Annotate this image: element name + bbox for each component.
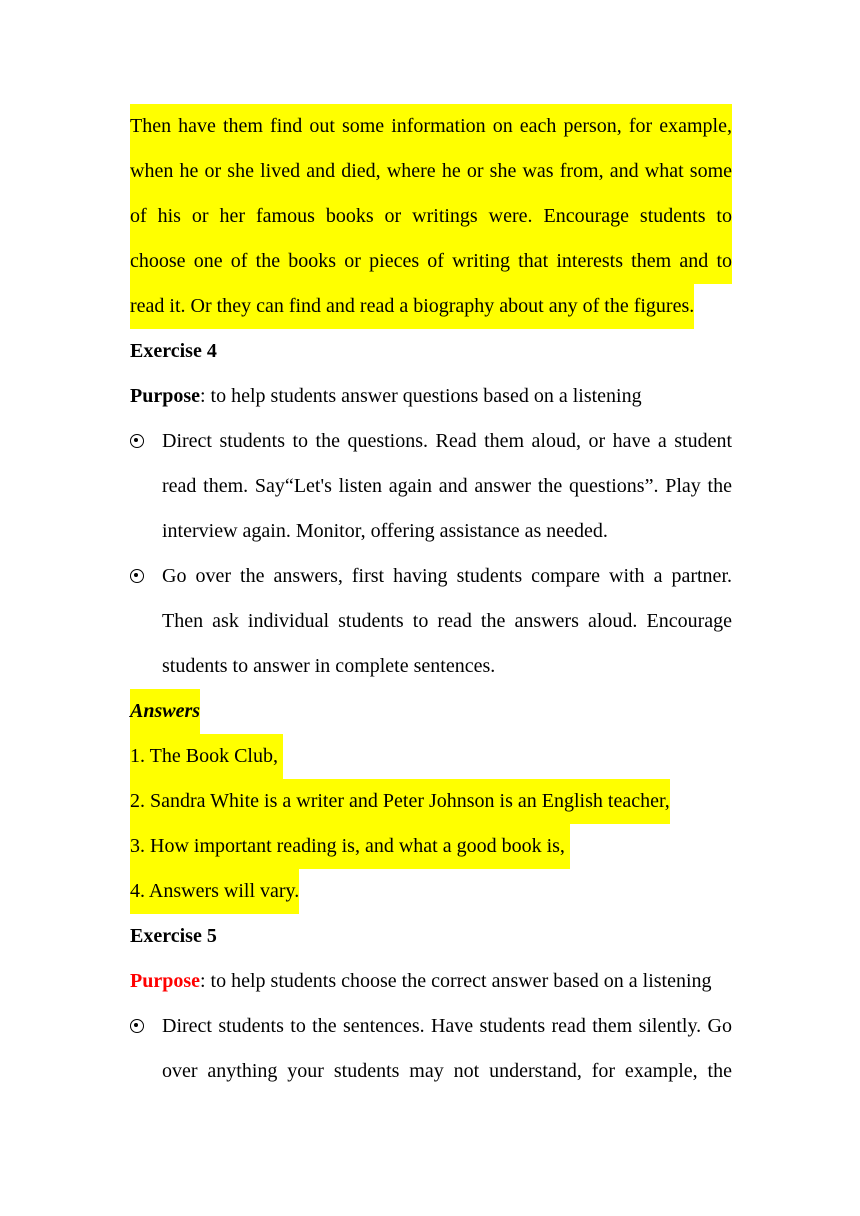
answer-item bbox=[130, 869, 732, 914]
intro-line bbox=[130, 284, 732, 329]
exercise-4-heading: Exercise 4 bbox=[130, 340, 217, 362]
circled-dot-bullet-icon bbox=[130, 1019, 144, 1033]
answer-item bbox=[130, 779, 732, 824]
bullet-line bbox=[130, 554, 732, 599]
exercise-4-bullet-2 bbox=[130, 554, 732, 689]
intro-line-text: read it. Or they can find and read a biography about any of the figures. bbox=[130, 284, 694, 329]
bullet-line: over anything your students may not understand, for example, the bbox=[162, 1060, 732, 1082]
answers-heading-line bbox=[130, 689, 732, 734]
intro-paragraph bbox=[130, 104, 732, 329]
purpose-text: : to help students answer questions based on a listening bbox=[200, 385, 642, 407]
bullet-text: Direct students to the sentences. Have students read them silently. Go bbox=[162, 1015, 732, 1037]
document-page bbox=[130, 104, 732, 1094]
exercise-4-purpose bbox=[130, 374, 732, 419]
exercise-4-bullet-1 bbox=[130, 419, 732, 554]
exercise-5-heading: Exercise 5 bbox=[130, 925, 217, 947]
circled-dot-bullet-icon bbox=[130, 434, 144, 448]
intro-line: Then have them find out some information on each person, for example, bbox=[130, 104, 732, 149]
bullet-text: Direct students to the questions. Read them aloud, or have a student bbox=[162, 430, 732, 452]
answer-text: 1. The Book Club, bbox=[130, 734, 283, 779]
answer-text: 3. How important reading is, and what a good book is, bbox=[130, 824, 570, 869]
bullet-line: students to answer in complete sentences. bbox=[162, 655, 496, 677]
bullet-text: Go over the answers, first having students compare with a partner. bbox=[162, 565, 732, 587]
exercise-5-bullet-1 bbox=[130, 1004, 732, 1094]
answer-item bbox=[130, 824, 732, 869]
answer-text: 2. Sandra White is a writer and Peter Johnson is an English teacher, bbox=[130, 779, 670, 824]
intro-line: choose one of the books or pieces of writing that interests them and to bbox=[130, 239, 732, 284]
intro-line: of his or her famous books or writings were. Encourage students to bbox=[130, 194, 732, 239]
bullet-line: Then ask individual students to read the answers aloud. Encourage bbox=[162, 610, 732, 632]
answers-block bbox=[130, 689, 732, 914]
answer-text: 4. Answers will vary. bbox=[130, 869, 299, 914]
bullet-line bbox=[130, 1004, 732, 1049]
answer-item bbox=[130, 734, 732, 779]
answers-heading: Answers bbox=[130, 689, 200, 734]
bullet-line: interview again. Monitor, offering assistance as needed. bbox=[162, 520, 608, 542]
purpose-text: : to help students choose the correct answer based on a listening bbox=[200, 970, 712, 992]
circled-dot-bullet-icon bbox=[130, 569, 144, 583]
intro-line: when he or she lived and died, where he or she was from, and what some bbox=[130, 149, 732, 194]
bullet-line bbox=[130, 419, 732, 464]
bullet-line: read them. Say“Let's listen again and answer the questions”. Play the bbox=[162, 475, 732, 497]
purpose-label: Purpose bbox=[130, 970, 200, 992]
exercise-5-purpose bbox=[130, 959, 732, 1004]
purpose-label: Purpose bbox=[130, 385, 200, 407]
